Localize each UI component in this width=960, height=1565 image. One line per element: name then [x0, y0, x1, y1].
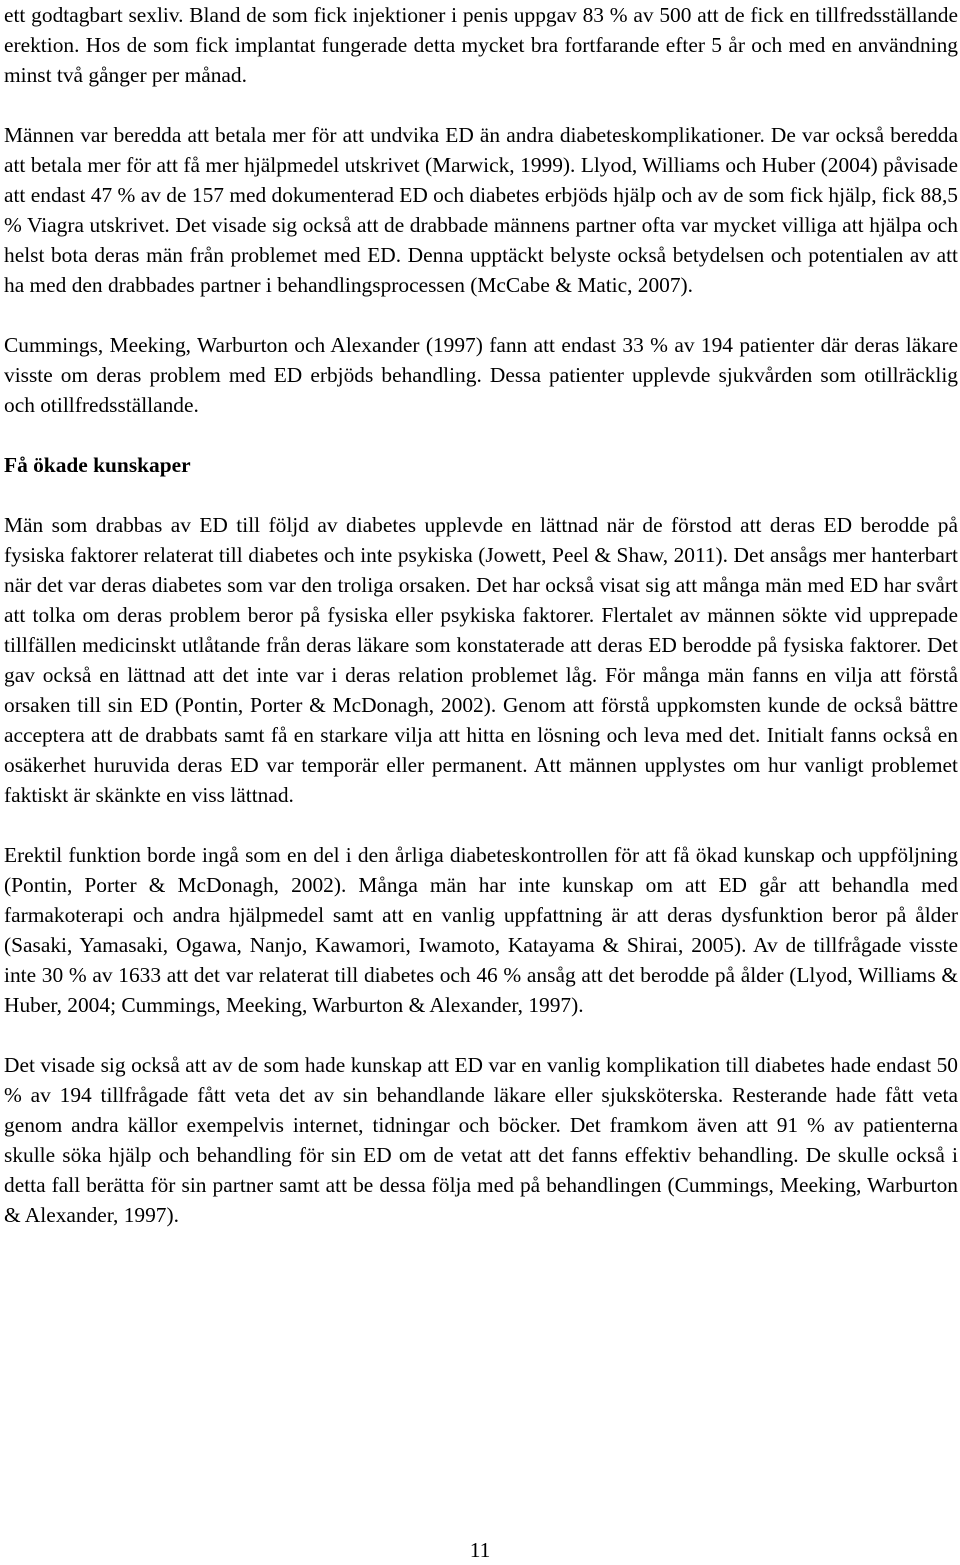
paragraph-gap	[4, 480, 958, 510]
paragraph-gap	[4, 300, 958, 330]
paragraph-gap	[4, 90, 958, 120]
paragraph-gap	[4, 1020, 958, 1050]
paragraph: Män som drabbas av ED till följd av diabetes upplevde en lättnad när de förstod att deras ED berodde på fysiska faktorer relaterat till diabetes och inte psykiska (Jowett, Peel & Shaw, 2011). Det ansågs mer hanterbart när det var deras diabetes som var den troliga orsaken. Det har också visat sig att många män med ED har svårt att tolka om deras problem beror på fysiska eller psykiska faktorer. Flertalet av männen sökte vid upprepade tillfällen medicinskt utlåtande från deras läkare som konstaterade att deras ED berodde på fysiska faktorer. Det gav också en lättnad att det inte var i deras relation problemet låg. För många män fanns en vilja att förstå orsaken till sin ED (Pontin, Porter & McDonagh, 2002). Genom att förstå uppkomsten kunde de också bättre acceptera att de drabbats samt få en starkare vilja att hitta en lösning och leva med det. Initialt fanns också en osäkerhet huruvida deras ED var temporär eller permanent. Att männen upplystes om hur vanligt problemet faktiskt är skänkte en viss lättnad.	[4, 513, 958, 807]
paragraph-gap	[4, 420, 958, 450]
paragraph: ett godtagbart sexliv. Bland de som fick injektioner i penis uppgav 83 % av 500 att de fick en tillfredsställande erektion. Hos de som fick implantat fungerade detta mycket bra fortfarande efter 5 år och med en användning minst två gånger per månad.	[4, 3, 958, 87]
paragraph: Det visade sig också att av de som hade kunskap att ED var en vanlig komplikation till diabetes hade endast 50 % av 194 tillfrågade fått veta det av sin behandlande läkare eller sjuksköterska. Resterande hade fått veta genom andra källor exempelvis internet, tidningar och böcker. Det framkom även att 91 % av patienterna skulle söka hjälp och behandling för sin ED om de vetat att det fanns effektiv behandling. De skulle också i detta fall berätta för sin partner samt att be dessa följa med på behandlingen (Cummings, Meeking, Warburton & Alexander, 1997).	[4, 1053, 958, 1227]
section-heading: Få ökade kunskaper	[4, 453, 191, 477]
document-page	[4, 0, 958, 1230]
paragraph: Cummings, Meeking, Warburton och Alexander (1997) fann att endast 33 % av 194 patienter där deras läkare visste om deras problem med ED erbjöds behandling. Dessa patienter upplevde sjukvården som otillräcklig och otillfredsställande.	[4, 333, 958, 417]
page-number: 11	[469, 1538, 491, 1562]
paragraph-gap	[4, 810, 958, 840]
paragraph: Erektil funktion borde ingå som en del i den årliga diabeteskontrollen för att få ökad kunskap och uppföljning (Pontin, Porter & McDonagh, 2002). Många män har inte kunskap om att ED går att behandla med farmakoterapi och andra hjälpmedel samt att en vanlig uppfattning är att deras dysfunktion beror på ålder (Sasaki, Yamasaki, Ogawa, Nanjo, Kawamori, Iwamoto, Katayama & Shirai, 2005). Av de tillfrågade visste inte 30 % av 1633 att det var relaterat till diabetes och 46 % ansåg att det berodde på ålder (Llyod, Williams & Huber, 2004; Cummings, Meeking, Warburton & Alexander, 1997).	[4, 843, 958, 1017]
paragraph: Männen var beredda att betala mer för att undvika ED än andra diabeteskomplikationer. De var också beredda att betala mer för att få mer hjälpmedel utskrivet (Marwick, 1999). Llyod, Williams och Huber (2004) påvisade att endast 47 % av de 157 med dokumenterad ED och diabetes erbjöds hjälp och av de som fick hjälp, fick 88,5 % Viagra utskrivet. Det visade sig också att de drabbade männens partner ofta var mycket villiga att hjälpa och helst bota deras män från problemet med ED. Denna upptäckt belyste också betydelsen och potentialen av att ha med den drabbades partner i behandlingsprocessen (McCabe & Matic, 2007).	[4, 123, 958, 297]
